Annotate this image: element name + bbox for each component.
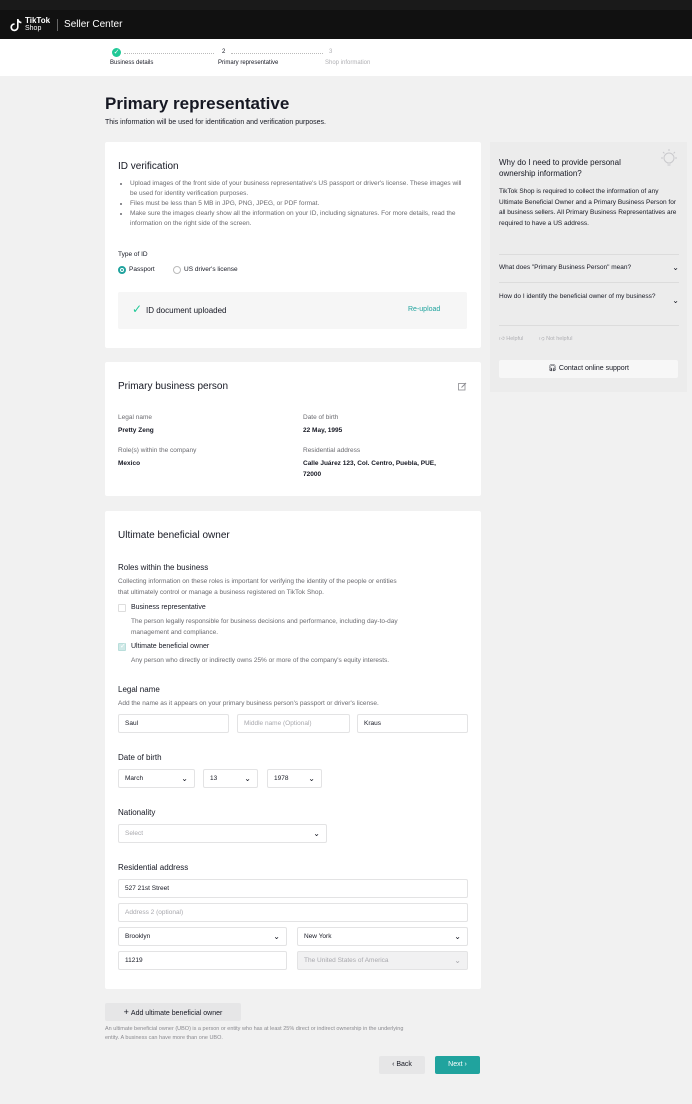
id-type-label: Type of ID [118, 251, 148, 258]
brand-top: TikTok [25, 15, 51, 25]
business-representative-checkbox[interactable] [118, 604, 126, 612]
nationality-title: Nationality [118, 808, 156, 817]
chevron-down-icon: ⌄ [454, 956, 461, 965]
chevron-down-icon: ⌄ [273, 932, 280, 941]
role-1-description-1: The person legally responsible for business decisions and performance, including day-to-day [131, 618, 398, 625]
next-button[interactable] [435, 1056, 480, 1074]
roles-description-2: that ultimately control or manage a business registered on TikTok Shop. [118, 589, 324, 596]
first-name-input[interactable]: Saul [118, 714, 229, 733]
plus-icon: + [123, 1007, 129, 1017]
chevron-down-icon: ⌄ [308, 774, 315, 783]
edit-icon[interactable] [458, 382, 467, 393]
legal-name-value: Pretty Zeng [118, 427, 154, 434]
chevron-down-icon: ⌄ [672, 296, 679, 305]
thumbs-down-icon: 👎︎ [539, 336, 545, 342]
headset-icon: 🎧︎ [548, 365, 557, 372]
tiktok-logo-icon [9, 17, 23, 33]
country-select [297, 951, 468, 970]
dob-month-select[interactable] [118, 769, 195, 788]
brand-logo[interactable] [25, 17, 50, 33]
divider [499, 325, 679, 326]
chevron-down-icon: ⌄ [313, 829, 320, 838]
middle-name-input[interactable]: Middle name (Optional) [237, 714, 350, 733]
not-helpful-button[interactable] [539, 336, 572, 342]
helpful-button[interactable] [499, 336, 523, 342]
ultimate-beneficial-owner-checkbox[interactable] [118, 643, 126, 651]
ubo-note-line-2: entity. A business can have more than one UBO. [105, 1035, 223, 1041]
faq-item-primary-business-person[interactable] [499, 263, 679, 274]
check-icon: ✓ [132, 302, 143, 316]
dob-day-select[interactable] [203, 769, 258, 788]
add-ubo-label: Add ultimate beneficial owner [130, 1010, 223, 1017]
upload-status-box [118, 292, 467, 329]
id-verification-card [105, 142, 481, 348]
step-3-number: 3 [329, 49, 333, 55]
upload-status-text: ID document uploaded [146, 306, 227, 315]
dob-year-select[interactable] [267, 769, 322, 788]
roles-section-title: Roles within the business [118, 563, 209, 572]
brand-bottom: Shop [25, 24, 42, 32]
faq-question: What does "Primary Business Person" mean? [499, 264, 632, 271]
legal-name-label: Legal name [118, 414, 152, 421]
header-divider [57, 19, 58, 31]
back-label: Back [396, 1061, 412, 1068]
roles-description-1: Collecting information on these roles is important for verifying the identity of the people or entities [118, 578, 397, 585]
dob-value: 22 May, 1995 [303, 427, 343, 434]
dob-month-value: March [125, 775, 144, 782]
dob-day-value: 13 [210, 775, 218, 782]
sidebar-body: TikTok Shop is required to collect the information of any Ultimate Beneficial Owner and a Primary Business Person for all business sellers. All Primary Business Representatives are required to have a US address. [499, 188, 677, 227]
divider [499, 282, 679, 283]
city-select[interactable] [118, 927, 287, 946]
add-ubo-button[interactable] [105, 1003, 241, 1021]
roles-value: Mexico [118, 460, 141, 467]
upload-requirements-list [124, 179, 469, 229]
step-connector [231, 53, 323, 54]
app-header [0, 10, 692, 39]
chevron-down-icon: ⌄ [454, 932, 461, 941]
list-item: • Upload images of the front side of your business representative's US passport or driver's license. These images will be used for identity verification purposes. [130, 179, 469, 199]
role-2-description: Any person who directly or indirectly owns 25% or more of the company's equity interests. [131, 657, 390, 664]
contact-support-button[interactable] [499, 360, 678, 378]
progress-stepper [0, 39, 692, 76]
dob-year-value: 1978 [274, 775, 289, 782]
step-1-label: Business details [110, 60, 154, 66]
card-title: Primary business person [118, 381, 229, 392]
ubo-note-line-1: An ultimate beneficial owner (UBO) is a person or entity who has at least 25% direct or indirect ownership in the underlying [105, 1026, 404, 1032]
country-value: The United States of America [304, 957, 389, 964]
nationality-placeholder: Select [125, 830, 144, 837]
chevron-left-icon: ‹ [392, 1061, 397, 1068]
business-representative-label[interactable]: Business representative [131, 604, 206, 611]
page-subtitle: This information will be used for identification and verification purposes. [105, 119, 327, 126]
divider [499, 254, 679, 255]
ubo-note [105, 1025, 403, 1043]
passport-radio[interactable] [118, 266, 126, 274]
address-line-2: 72000 [303, 471, 322, 478]
passport-label[interactable]: Passport [129, 266, 155, 273]
ultimate-beneficial-owner-label[interactable]: Ultimate beneficial owner [131, 643, 210, 650]
step-connector [124, 53, 214, 54]
address-label: Residential address [303, 447, 361, 454]
ultimate-beneficial-owner-card [105, 511, 481, 989]
step-3-label: Shop information [325, 60, 371, 66]
primary-business-person-card [105, 362, 481, 496]
chevron-down-icon: ⌄ [672, 263, 679, 272]
sidebar-title: Why do I need to provide personal ownership information? [499, 158, 621, 178]
lightbulb-icon [658, 148, 680, 172]
address-title: Residential address [118, 863, 189, 872]
card-title: Ultimate beneficial owner [118, 530, 230, 541]
last-name-input[interactable]: Kraus [357, 714, 468, 733]
role-1-description-2: management and compliance. [131, 629, 219, 636]
state-select[interactable] [297, 927, 468, 946]
city-value: Brooklyn [125, 933, 151, 940]
chevron-right-icon: › [462, 1061, 467, 1068]
app-title: Seller Center [64, 19, 123, 30]
page-title: Primary representative [105, 94, 290, 113]
state-value: New York [304, 933, 332, 940]
list-item: • Files must be less than 5 MB in JPG, PNG, JPEG, or PDF format. [130, 199, 469, 209]
drivers-license-label[interactable]: US driver's license [184, 266, 238, 273]
step-2-label: Primary representative [218, 60, 279, 66]
list-item: • Make sure the images clearly show all the information on your ID, including signatures. For more details, read the information on the right side of the screen. [130, 209, 469, 229]
address-line-1: Calle Juárez 123, Col. Centro, Puebla, PUE, [303, 460, 436, 467]
next-label: Next [448, 1061, 463, 1068]
address-line-1-input[interactable]: 527 21st Street [118, 879, 468, 898]
faq-question: How do I identify the beneficial owner of my business? [499, 293, 656, 300]
window-top-strip [0, 0, 692, 10]
step-2-number: 2 [222, 49, 226, 55]
thumbs-up-icon: 👍︎ [499, 336, 505, 342]
legal-name-title: Legal name [118, 685, 160, 694]
back-button[interactable] [379, 1056, 425, 1074]
dob-title: Date of birth [118, 753, 162, 762]
helpful-label: Helpful [506, 336, 524, 342]
nationality-select[interactable] [118, 824, 327, 843]
card-title: ID verification [118, 161, 179, 172]
reupload-link[interactable]: Re-upload [408, 306, 441, 313]
roles-label: Role(s) within the company [118, 447, 197, 454]
chevron-down-icon: ⌄ [244, 774, 251, 783]
help-sidebar [490, 142, 687, 392]
drivers-license-radio[interactable] [173, 266, 181, 274]
dob-label: Date of birth [303, 414, 339, 421]
faq-item-beneficial-owner[interactable] [499, 292, 679, 303]
chevron-down-icon: ⌄ [181, 774, 188, 783]
contact-support-label: Contact online support [558, 365, 629, 372]
address-line-2-input[interactable]: Address 2 (optional) [118, 903, 468, 922]
legal-name-description: Add the name as it appears on your primary business person's passport or driver's license. [118, 700, 379, 707]
step-done-check-icon: ✓ [113, 49, 120, 56]
not-helpful-label: Not helpful [546, 336, 573, 342]
zip-input[interactable]: 11219 [118, 951, 287, 970]
